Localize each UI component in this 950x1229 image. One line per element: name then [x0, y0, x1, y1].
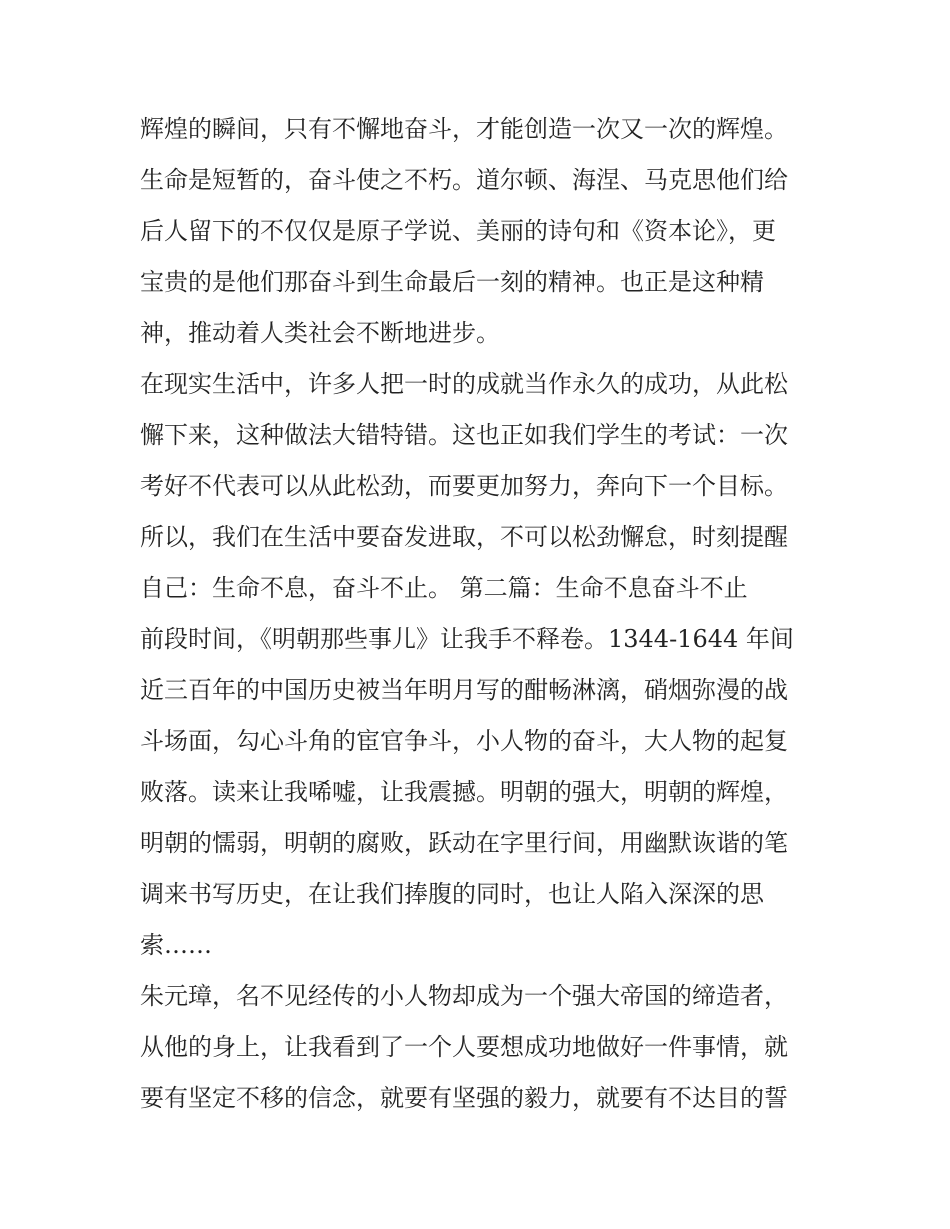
body-text	[140, 104, 820, 1124]
text-line: 要有坚定不移的信念，就要有坚强的毅力，就要有不达目的誓	[140, 1084, 788, 1112]
text-line: 前段时间，《明朝那些事儿》让我手不释卷。1344-1644 年间	[140, 625, 794, 653]
text-line: 所以，我们在生活中要奋发进取，不可以松劲懈怠，时刻提醒	[140, 523, 788, 551]
text-line: 近三百年的中国历史被当年明月写的酣畅淋漓，硝烟弥漫的战	[140, 676, 788, 704]
text-line: 从他的身上，让我看到了一个人要想成功地做好一件事情，就	[140, 1033, 788, 1061]
text-line: 神，推动着人类社会不断地进步。	[140, 319, 500, 347]
text-line: 懈下来，这种做法大错特错。这也正如我们学生的考试：一次	[140, 421, 788, 449]
text-line: 辉煌的瞬间，只有不懈地奋斗，才能创造一次又一次的辉煌。	[140, 115, 788, 143]
text-line: 斗场面，勾心斗角的宦官争斗，小人物的奋斗，大人物的起复	[140, 727, 788, 755]
text-line: 宝贵的是他们那奋斗到生命最后一刻的精神。也正是这种精	[140, 268, 764, 296]
text-line: 后人留下的不仅仅是原子学说、美丽的诗句和《资本论》，更	[140, 217, 776, 245]
text-line: 调来书写历史，在让我们捧腹的同时，也让人陷入深深的思	[140, 880, 764, 908]
text-line: 明朝的懦弱，明朝的腐败，跃动在字里行间，用幽默诙谐的笔	[140, 829, 788, 857]
text-line: 索……	[140, 931, 212, 959]
text-line: 败落。读来让我唏嘘，让我震撼。明朝的强大，明朝的辉煌，	[140, 778, 788, 806]
text-line: 自己：生命不息，奋斗不止。 第二篇：生命不息奋斗不止	[140, 574, 748, 602]
text-line: 在现实生活中，许多人把一时的成就当作永久的成功，从此松	[140, 370, 788, 398]
text-line: 考好不代表可以从此松劲，而要更加努力，奔向下一个目标。	[140, 472, 788, 500]
text-line: 生命是短暂的，奋斗使之不朽。道尔顿、海涅、马克思他们给	[140, 166, 788, 194]
text-line: 朱元璋，名不见经传的小人物却成为一个强大帝国的缔造者，	[140, 982, 788, 1010]
